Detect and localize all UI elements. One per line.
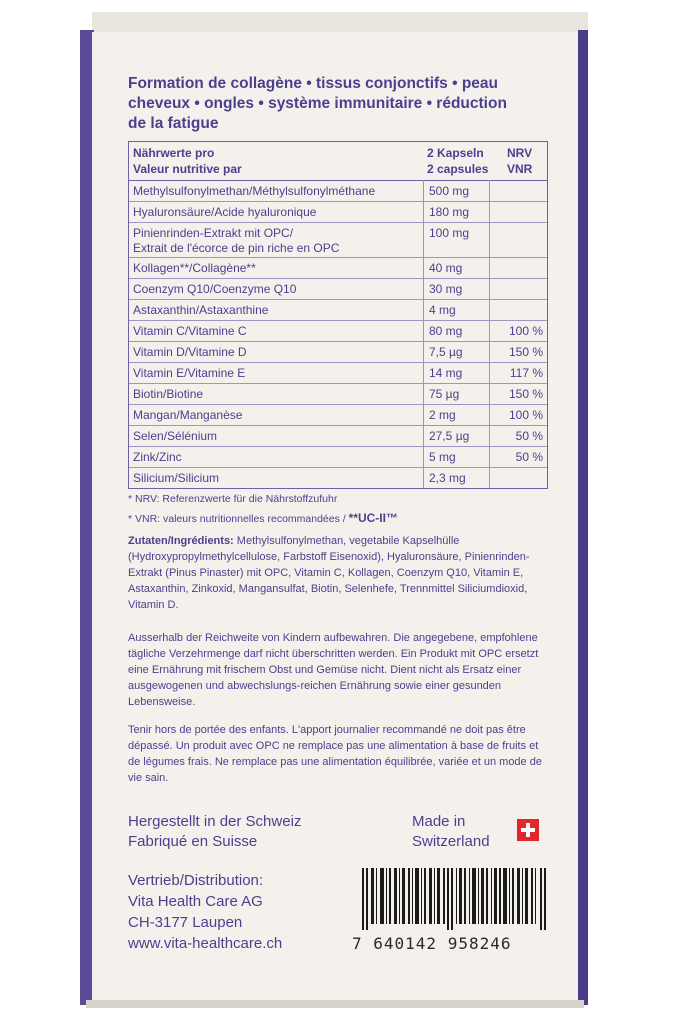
table-row <box>129 447 547 468</box>
headline-line-2: cheveux • ongles • système immunitaire • réduction <box>128 95 507 112</box>
header-label-fr: Valeur nutritive par <box>133 162 242 176</box>
nutrient-amount: 80 mg <box>429 324 463 338</box>
nutrient-name: Vitamin D/Vitamine D <box>133 345 247 359</box>
table-row <box>129 342 547 363</box>
origin-de: Hergestellt in der Schweiz <box>128 813 302 830</box>
nutrient-name: Pinienrinden-Extrakt mit OPC/ <box>133 226 294 240</box>
table-row <box>129 384 547 405</box>
nutrient-name: Mangan/Manganèse <box>133 408 243 422</box>
nutrient-name-line-2: Extrait de l'écorce de pin riche en OPC <box>133 241 340 255</box>
header-ref-fr: VNR <box>507 162 533 176</box>
nutrient-name: Zink/Zinc <box>133 450 182 464</box>
distribution <box>128 870 282 954</box>
made-in-line-1: Made in <box>412 813 466 830</box>
nutrient-ref: 117 % <box>509 366 543 380</box>
nutrient-amount: 180 mg <box>429 205 470 219</box>
nutrient-name: Selen/Sélénium <box>133 429 218 443</box>
table-row <box>129 363 547 384</box>
nutrient-name: Vitamin C/Vitamine C <box>133 324 247 338</box>
table-row <box>129 181 547 202</box>
nutrient-amount: 5 mg <box>429 450 456 464</box>
nutrient-amount: 2 mg <box>429 408 456 422</box>
nutrient-amount: 500 mg <box>429 184 470 198</box>
footnotes <box>128 490 398 529</box>
distribution-web: www.vita-healthcare.ch <box>128 935 283 952</box>
headline-line-3: de la fatigue <box>128 115 219 132</box>
nutrient-amount: 27,5 µg <box>429 429 470 443</box>
nutrient-name: Methylsulfonylmethan/Méthylsulfonylméthane <box>133 184 376 198</box>
nutrient-amount: 75 µg <box>429 387 460 401</box>
ingredients-text: Methylsulfonylmethan, vegetabile Kapselhülle (Hydroxypropylmethylcellulose, Farbstoff Eisenoxid), Hyaluronsäure, Pinienrinden-Extrakt (Pinus Pinaster) mit OPC, Vitamin C, Kollagen, Coenzym Q10, Vitamin E, Astaxanthin, Zinkoxid, Mangansulfat, Biotin, Selenhefe, Trennmittel Siliciumdioxid, Vitamin D. <box>128 535 530 611</box>
table-row <box>129 321 547 342</box>
nutrient-ref: 150 % <box>508 387 543 401</box>
nutrient-ref: 100 % <box>508 324 543 338</box>
made-in-line-2: Switzerland <box>412 833 490 850</box>
distribution-address: CH-3177 Laupen <box>128 914 243 931</box>
ingredients-title: Zutaten/Ingrédients: <box>128 535 234 547</box>
nutrient-name: Coenzym Q10/Coenzyme Q10 <box>133 282 297 296</box>
table-row <box>129 426 547 447</box>
nutrient-ref: 150 % <box>508 345 543 359</box>
nutrient-name: Vitamin E/Vitamine E <box>133 366 246 380</box>
header-label-de: Nährwerte pro <box>133 146 215 160</box>
nutrient-name: Silicium/Silicium <box>133 471 220 485</box>
table-row <box>129 405 547 426</box>
nutrient-name: Astaxanthin/Astaxanthine <box>133 303 269 317</box>
origin <box>128 812 301 852</box>
header-ref-de: NRV <box>507 146 533 160</box>
nutrient-name: Biotin/Biotine <box>133 387 204 401</box>
headline-line-1: Formation de collagène • tissus conjonctifs • peau <box>128 75 499 92</box>
ingredients <box>128 533 548 613</box>
box-bottom-edge <box>86 1000 584 1008</box>
table-header <box>129 142 547 181</box>
header-qty-de: 2 Kapseln <box>427 146 484 160</box>
nutrient-ref: 50 % <box>515 429 543 443</box>
nutrient-ref: 100 % <box>508 408 543 422</box>
warning-fr: Tenir hors de portée des enfants. L'apport journalier recommandé ne doit pas être dépassé. Un produit avec OPC ne remplace pas une alimentation à base de fruits et de légumes frais. Ne remplace pas une alimentation équilibrée, variée et un mode de vie sain. <box>128 724 542 784</box>
footnote-vnr: * VNR: valeurs nutritionnelles recommandées / <box>128 513 346 525</box>
table-row <box>129 202 547 223</box>
nutrient-amount: 40 mg <box>429 261 463 275</box>
nutrient-name: Kollagen**/Collagène** <box>133 261 256 275</box>
table-row <box>129 468 547 488</box>
footnote-uc: **UC-II™ <box>348 511 398 525</box>
nutrient-amount: 2,3 mg <box>429 471 466 485</box>
table-row <box>129 300 547 321</box>
swiss-flag-icon <box>517 819 539 841</box>
table-row <box>129 223 547 258</box>
origin-fr: Fabriqué en Suisse <box>128 833 258 850</box>
barcode-number: 7 640142 958246 <box>352 934 512 953</box>
nutrition-table <box>128 141 548 489</box>
nutrient-ref: 50 % <box>515 450 543 464</box>
nutrient-name: Hyaluronsäure/Acide hyaluronique <box>133 205 317 219</box>
nutrient-amount: 14 mg <box>429 366 463 380</box>
nutrient-amount: 4 mg <box>429 303 456 317</box>
header-qty-fr: 2 capsules <box>427 162 489 176</box>
made-in <box>412 812 490 852</box>
table-row <box>129 279 547 300</box>
headline <box>128 74 548 134</box>
table-row <box>129 258 547 279</box>
box-right-edge <box>578 30 588 1005</box>
warning-de: Ausserhalb der Reichweite von Kindern aufbewahren. Die angegebene, empfohlene tägliche Verzehrmenge darf nicht überschritten werden. Ein Produkt mit OPC ersetzt eine Ernährung mit frischem Obst und Gemüse nicht. Dient nicht als Ersatz einer ausgewogenen und abwechslungs-reichen Ernährung sowie einer gesunden Lebensweise. <box>128 632 539 708</box>
nutrient-amount: 100 mg <box>429 226 470 240</box>
barcode <box>362 868 552 930</box>
nutrient-amount: 7,5 µg <box>429 345 463 359</box>
distribution-label: Vertrieb/Distribution: <box>128 872 264 889</box>
distribution-company: Vita Health Care AG <box>128 893 263 910</box>
footnote-nrv: * NRV: Referenzwerte für die Nährstoffzufuhr <box>128 493 338 505</box>
nutrient-amount: 30 mg <box>429 282 463 296</box>
